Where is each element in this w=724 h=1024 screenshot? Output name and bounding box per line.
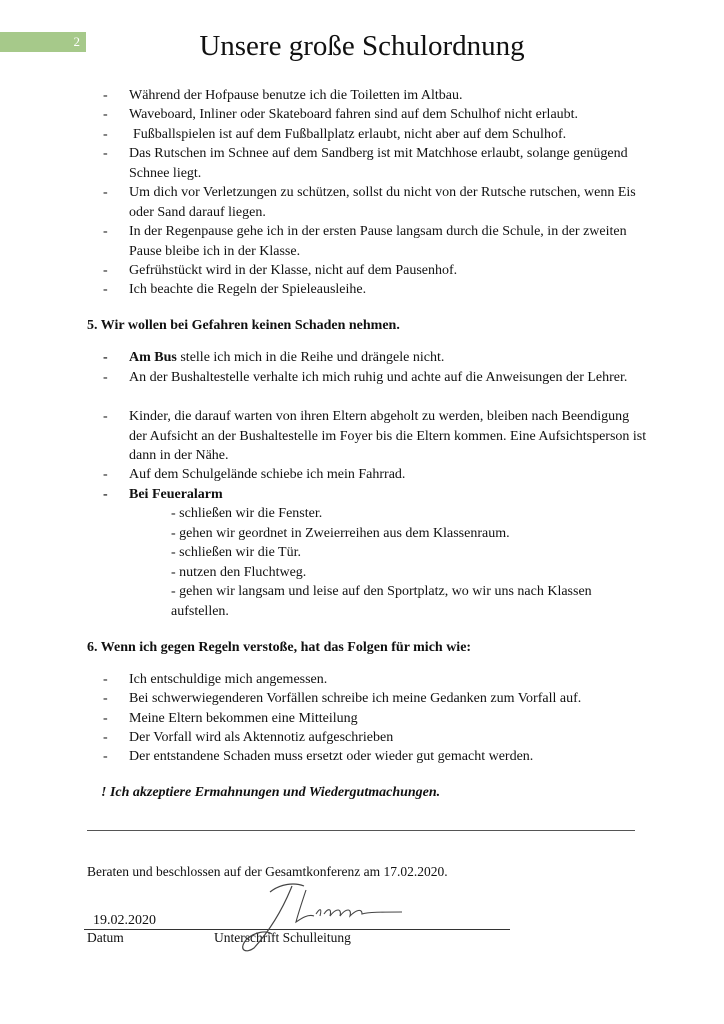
list-item: - Das Rutschen im Schnee auf dem Sandberg ist mit Matchhose erlaubt, solange genügend Schnee liegt. xyxy=(103,146,628,181)
list-item: - Der entstandene Schaden muss ersetzt oder wieder gut gemacht werden. xyxy=(103,749,534,764)
signature-date: 19.02.2020 xyxy=(93,913,156,928)
list-item: - Fußballspielen ist auf dem Fußballplatz erlaubt, nicht aber auf dem Schulhof. xyxy=(103,127,567,142)
list-item: - An der Bushaltestelle verhalte ich mich ruhig und achte auf die Anweisungen der Lehrer. xyxy=(103,370,628,385)
page-number: 2 xyxy=(73,34,80,49)
fire-alarm-step: - nutzen den Fluchtweg. xyxy=(171,565,307,580)
list-item: - Bei schwerwiegenderen Vorfällen schreibe ich meine Gedanken zum Vorfall auf. xyxy=(103,691,582,706)
decision-note: Beraten und beschlossen auf der Gesamtkonferenz am 17.02.2020. xyxy=(87,864,448,879)
list-item: - Ich beachte die Regeln der Spieleausleihe. xyxy=(103,282,367,297)
list-item: - In der Regenpause gehe ich in der ersten Pause langsam durch die Schule, in der zweiten Pause bleibe ich in der Klasse. xyxy=(103,224,627,259)
fire-alarm-step: - gehen wir langsam und leise auf den Sportplatz, wo wir uns nach Klassen aufstellen. xyxy=(171,584,592,619)
fire-alarm-step: - gehen wir geordnet in Zweierreihen aus dem Klassenraum. xyxy=(171,526,510,541)
list-item: - Um dich vor Verletzungen zu schützen, sollst du nicht von der Rutsche rutschen, wenn Eis oder Sand darauf liegen. xyxy=(103,185,636,220)
section-6-heading: 6. Wenn ich gegen Regeln verstoße, hat das Folgen für mich wie: xyxy=(87,640,472,655)
section-5-heading: 5. Wir wollen bei Gefahren keinen Schaden nehmen. xyxy=(87,318,400,333)
page-title: Unsere große Schulordnung xyxy=(199,30,525,62)
list-item: - Bei Feueralarm xyxy=(103,487,223,502)
fire-alarm-step: - schließen wir die Fenster. xyxy=(171,506,323,521)
bus-bold-label: Am Bus xyxy=(129,350,177,365)
list-item: - Während der Hofpause benutze ich die Toiletten im Altbau. xyxy=(103,88,463,103)
list-item: - Kinder, die darauf warten von ihren Eltern abgeholt zu werden, bleiben nach Beendigung der Aufsicht an der Bushaltestelle im Foyer bis die Eltern kommen. Eine Aufsichtsperson ist dann in der Nähe. xyxy=(103,409,647,463)
list-item: - Der Vorfall wird als Aktennotiz aufgeschrieben xyxy=(103,730,394,745)
list-item: - Am Bus stelle ich mich in die Reihe und drängele nicht. xyxy=(103,350,445,365)
list-item: - Waveboard, Inliner oder Skateboard fahren sind auf dem Schulhof nicht erlaubt. xyxy=(103,107,579,122)
list-item: - Auf dem Schulgelände schiebe ich mein Fahrrad. xyxy=(103,467,406,482)
list-item: - Ich entschuldige mich angemessen. xyxy=(103,672,328,687)
handwritten-signature xyxy=(232,878,432,956)
fire-alarm-step: - schließen wir die Tür. xyxy=(171,545,301,560)
list-item: - Gefrühstückt wird in der Klasse, nicht auf dem Pausenhof. xyxy=(103,263,458,278)
divider xyxy=(87,830,635,831)
date-label: Datum xyxy=(87,930,124,945)
closing-statement: ! Ich akzeptiere Ermahnungen und Wiedergutmachungen. xyxy=(101,785,441,800)
signature-label: Unterschrift Schulleitung xyxy=(214,930,351,945)
list-item: - Meine Eltern bekommen eine Mitteilung xyxy=(103,711,358,726)
